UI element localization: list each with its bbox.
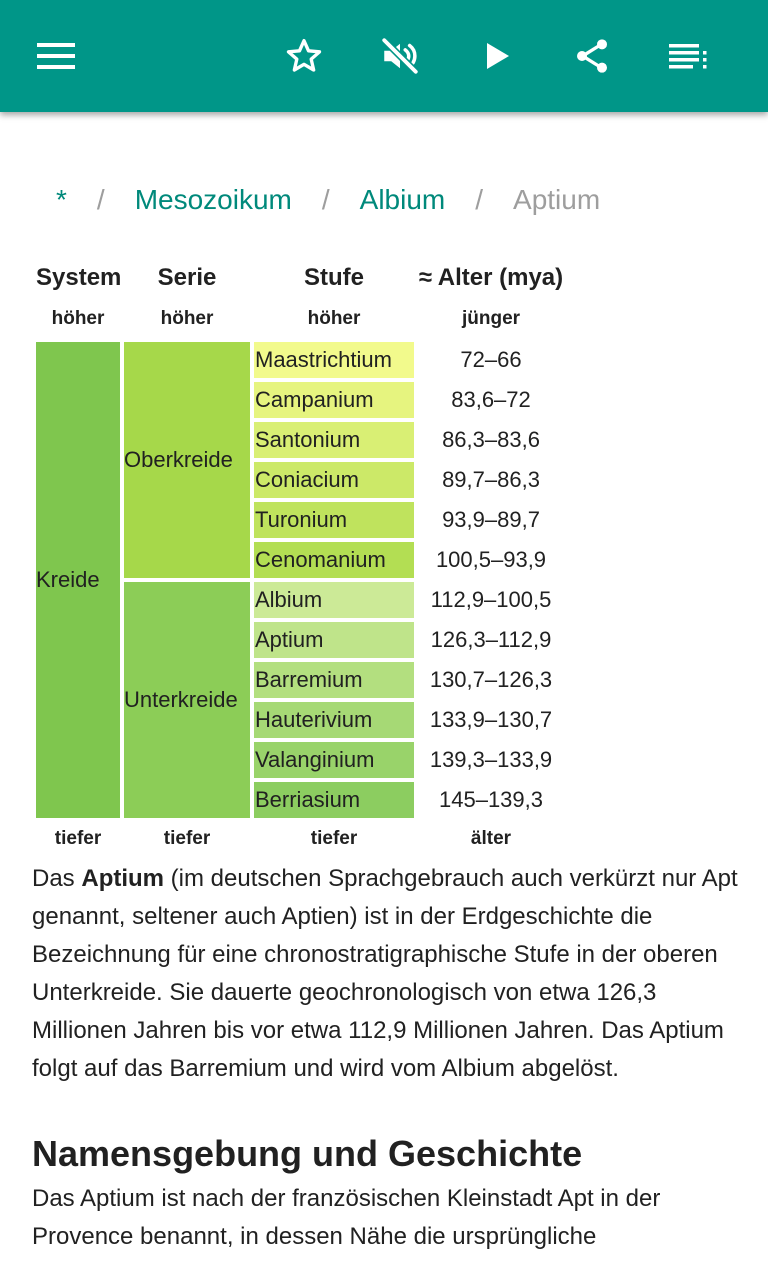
breadcrumb-separator: / xyxy=(321,184,330,215)
top-label-system: höher xyxy=(51,308,105,329)
breadcrumb-separator: / xyxy=(96,184,105,215)
stage-cell[interactable]: Barremium xyxy=(254,662,414,698)
stage-cell[interactable]: Maastrichtium xyxy=(254,342,414,378)
intro-paragraph xyxy=(32,860,738,1088)
stage-age: 72–66 xyxy=(460,347,522,372)
stage-cell[interactable]: Valanginium xyxy=(254,742,414,778)
stage-cell[interactable]: Hauterivium xyxy=(254,702,414,738)
stage-age: 130,7–126,3 xyxy=(429,667,553,692)
stage-cell[interactable]: Campanium xyxy=(254,382,414,418)
stage-cell[interactable]: Santonium xyxy=(254,422,414,458)
stage-cell[interactable]: Cenomanium xyxy=(254,542,414,578)
top-label-serie: höher xyxy=(160,308,214,329)
bottom-label-stufe: tiefer xyxy=(310,828,358,849)
breadcrumb-separator: / xyxy=(475,184,484,215)
header-stufe: Stufe xyxy=(304,264,364,291)
series-cell-oberkreide: Oberkreide xyxy=(124,342,250,578)
series-cell-unterkreide: Unterkreide xyxy=(124,582,250,818)
intro-text-start: Das xyxy=(32,865,82,892)
stage-age: 139,3–133,9 xyxy=(429,747,553,772)
breadcrumb-link-albium[interactable]: Albium xyxy=(359,184,446,215)
stage-age: 126,3–112,9 xyxy=(430,627,552,652)
header-alter: ≈ Alter (mya) xyxy=(418,264,564,291)
star-outline-icon[interactable] xyxy=(276,28,332,84)
header-system: System xyxy=(36,264,122,291)
header-serie: Serie xyxy=(157,264,217,291)
breadcrumb-current: Aptium xyxy=(513,184,601,215)
stage-cell[interactable]: Albium xyxy=(254,582,414,618)
article-body xyxy=(32,860,738,1256)
share-icon[interactable] xyxy=(564,28,620,84)
play-icon[interactable] xyxy=(470,28,526,84)
intro-text-rest: (im deutschen Sprachgebrauch auch verkürzt nur Apt genannt, seltener auch Aptien) ist in der Erdgeschichte die Bezeichnung für eine chronostratigraphische Stufe in der oberen Unterkreide. Sie dauerte geochronologisch von etwa 126,3 Millionen Jahren bis vor etwa 112,9 Millionen Jahren. Das Aptium folgt auf das Barremium und wird vom Albium abgelöst. xyxy=(32,865,738,1082)
menu-icon[interactable] xyxy=(28,28,84,84)
section-paragraph: Das Aptium ist nach der französischen Kleinstadt Apt in der Provence benannt, in dessen Nähe die ursprüngliche xyxy=(32,1185,661,1250)
volume-off-icon[interactable] xyxy=(372,28,428,84)
stage-age: 86,3–83,6 xyxy=(442,427,540,452)
breadcrumb-link-mesozoikum[interactable]: Mesozoikum xyxy=(134,184,292,215)
system-cell-kreide: Kreide xyxy=(36,342,120,818)
bottom-label-alter: älter xyxy=(470,828,512,849)
bottom-label-serie: tiefer xyxy=(163,828,211,849)
top-label-alter: jünger xyxy=(461,308,521,329)
stage-age: 83,6–72 xyxy=(451,387,531,412)
stage-age: 112,9–100,5 xyxy=(430,587,552,612)
app-bar xyxy=(0,0,768,112)
stage-age: 145–139,3 xyxy=(439,787,543,812)
top-label-stufe: höher xyxy=(307,308,361,329)
stage-age: 133,9–130,7 xyxy=(429,707,553,732)
intro-term-bold: Aptium xyxy=(81,865,165,892)
stage-cell[interactable]: Aptium xyxy=(254,622,414,658)
stage-cell[interactable]: Coniacium xyxy=(254,462,414,498)
bottom-label-system: tiefer xyxy=(54,828,102,849)
stage-age: 89,7–86,3 xyxy=(442,467,540,492)
breadcrumb-link-root[interactable]: * xyxy=(56,184,67,215)
section-heading: Namensgebung und Geschichte xyxy=(32,1133,583,1174)
stage-age: 100,5–93,9 xyxy=(435,547,547,572)
playlist-icon[interactable] xyxy=(660,28,716,84)
stage-cell[interactable]: Berriasium xyxy=(254,782,414,818)
stage-age: 93,9–89,7 xyxy=(442,507,540,532)
stage-cell[interactable]: Turonium xyxy=(254,502,414,538)
